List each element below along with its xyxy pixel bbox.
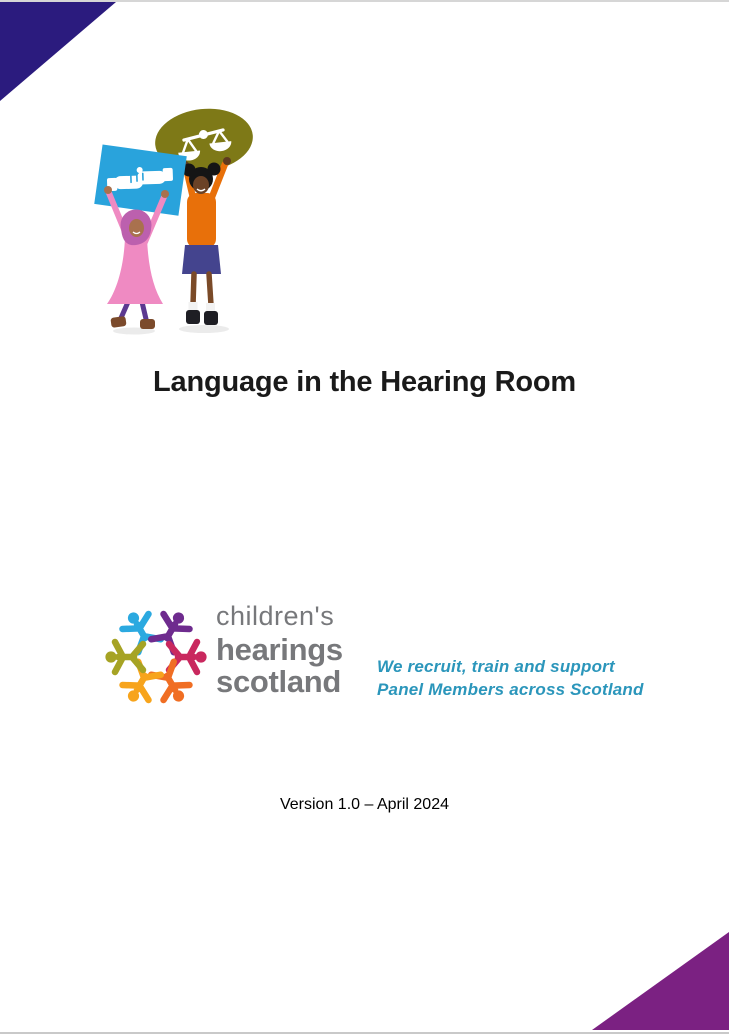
logo-line-childrens: children's	[216, 601, 335, 631]
version-text: Version 1.0 – April 2024	[279, 796, 449, 813]
logo-line-scotland: scotland	[216, 664, 342, 699]
tagline	[377, 655, 644, 701]
corner-triangle-bottom-right	[592, 932, 729, 1030]
logo-figure	[150, 661, 195, 709]
page-title: Language in the Hearing Room	[153, 366, 576, 398]
children-illustration	[90, 92, 270, 342]
shadow-right	[179, 325, 229, 333]
tagline-line-2: Panel Members across Scotland	[377, 680, 644, 699]
logo-line-hearings: hearings	[216, 632, 343, 667]
logo-figure	[105, 642, 143, 672]
chs-logo-text	[216, 603, 343, 697]
chs-logo-icon	[100, 601, 212, 713]
tagline-line-1: We recruit, train and support	[377, 657, 615, 676]
handshake-sign	[94, 144, 187, 215]
child-right	[181, 157, 231, 325]
corner-triangle-top-left	[0, 2, 116, 101]
